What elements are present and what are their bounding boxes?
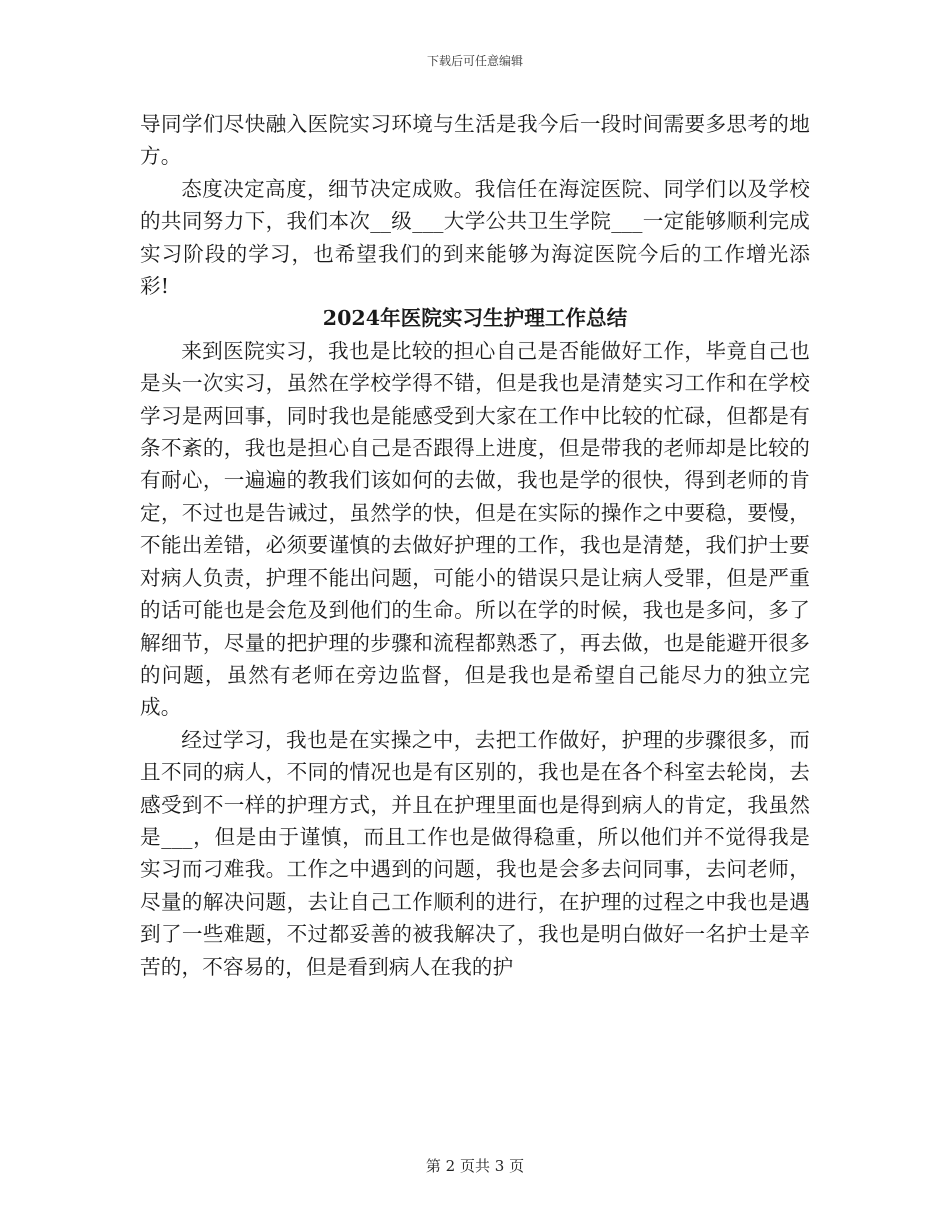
section-title: 2024年医院实习生护理工作总结 [322,306,628,331]
paragraph-attitude: 态度决定高度，细节决定成败。我信任在海淀医院、同学们以及学校的共同努力下，我们本次__级___大学公共卫生学院___一定能够顺利完成实习阶段的学习，也希望我们的到来能够为海淀医院今后的工作增光添彩! [140,176,810,299]
page-footer: 第 2 页共 3 页 [425,1157,525,1175]
paragraph-arrival: 来到医院实习，我也是比较的担心自己是否能做好工作，毕竟自己也是头一次实习，虽然在学校学得不错，但是我也是清楚实习工作和在学校学习是两回事，同时我也是能感受到大家在工作中比较的忙碌，但都是有条不紊的，我也是担心自己是否跟得上进度，但是带我的老师却是比较的有耐心，一遍遍的教我们该如何的去做，我也是学的很快，得到老师的肯定，不过也是告诫过，虽然学的快，但是在实际的操作之中要稳，要慢，不能出差错，必须要谨慎的去做好护理的工作，我也是清楚，我们护士要对病人负责，护理不能出问题，可能小的错误只是让病人受罪，但是严重的话可能也是会危及到他们的生命。所以在学的时候，我也是多问，多了解细节，尽量的把护理的步骤和流程都熟悉了，再去做，也是能避开很多的问题，虽然有老师在旁边监督，但是我也是希望自己能尽力的独立完成。 [140,338,810,720]
paragraph-learning: 经过学习，我也是在实操之中，去把工作做好，护理的步骤很多，而且不同的病人，不同的情况也是有区别的，我也是在各个科室去轮岗，去感受到不一样的护理方式，并且在护理里面也是得到病人的肯定，我虽然是___，但是由于谨慎，而且工作也是做得稳重，所以他们并不觉得我是实习而刁难我。工作之中遇到的问题，我也是会多去问同事，去问老师，尽量的解决问题，去让自己工作顺利的进行，在护理的过程之中我也是遇到了一些难题，不过都妥善的被我解决了，我也是明白做好一名护士是辛苦的，不容易的，但是看到病人在我的护 [140,727,810,979]
page-header: 下载后可任意编辑 [426,54,523,68]
document-body [140,108,810,983]
paragraph-continuation: 导同学们尽快融入医院实习环境与生活是我今后一段时间需要多思考的地方。 [140,112,810,169]
